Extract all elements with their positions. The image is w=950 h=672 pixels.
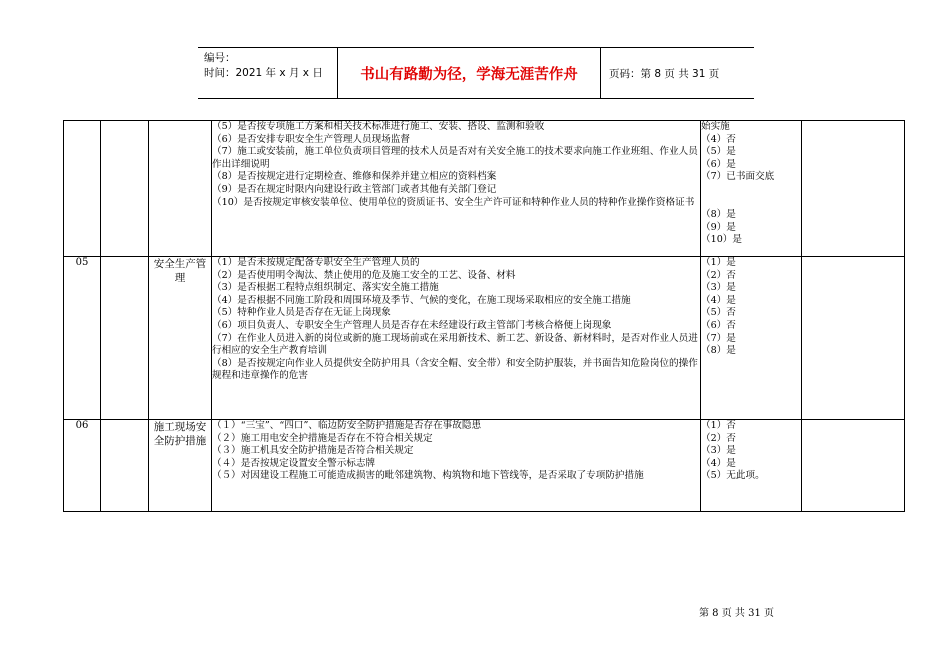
check-item: （３）施工机具安全防护措施是否符合相关规定 <box>212 445 414 457</box>
check-item: （４）是否按规定设置安全警示标志牌 <box>212 457 376 469</box>
remarks-cell <box>802 121 905 257</box>
result-item: （5）否 <box>701 307 736 319</box>
check-item: （7）施工或安装前，施工单位负责项目管理的技术人员是否对有关安全施工的技术要求向施工作业班组、作业人员作出详细说明 <box>212 146 698 170</box>
check-item: （5）是否按专项施工方案和相关技术标准进行施工、安装、搭设、监测和验收 <box>212 121 545 132</box>
table-row <box>64 257 905 420</box>
result-item: （3）是 <box>701 445 736 457</box>
check-item: （4）是否根据不同施工阶段和周围环境及季节、气候的变化，在施工现场采取相应的安全施工措施 <box>212 294 631 306</box>
check-item: （1）是否未按规定配备专职安全生产管理人员的 <box>212 257 420 268</box>
result-item: （3）是 <box>701 282 736 294</box>
result-item: （1）否 <box>701 420 736 431</box>
remarks-cell <box>802 420 905 512</box>
check-item: （2）是否使用明令淘汰、禁止使用的危及施工安全的工艺、设备、材料 <box>212 269 516 281</box>
check-items <box>212 420 701 512</box>
check-items <box>212 257 701 420</box>
result-item: （8）是 <box>701 208 736 220</box>
motto: 书山有路勤为径，学海无涯苦作舟 <box>338 48 601 98</box>
number-label: 编号： <box>204 52 236 64</box>
row-number: 06 <box>64 420 101 512</box>
row-number: 05 <box>64 257 101 420</box>
row-number <box>64 121 101 257</box>
row-category: 施工现场安全防护措施 <box>149 420 212 512</box>
blank-cell <box>101 121 149 257</box>
check-item: （6）项目负责人、专职安全生产管理人员是否存在未经建设行政主管部门考核合格便上岗现象 <box>212 319 612 331</box>
result-item: （6）否 <box>701 319 736 331</box>
check-results <box>701 121 802 257</box>
result-item: （4）是 <box>701 457 736 469</box>
check-item: （8）是否按规定进行定期检查、维修和保养并建立相应的资料档案 <box>212 171 497 183</box>
check-item: （10）是否按规定审核安装单位、使用单位的资质证书、安全生产许可证和特种作业人员的特种作业操作资格证书 <box>212 196 695 208</box>
result-item: （9）是 <box>701 221 736 233</box>
page-label: 页码：第 8 页 共 31 页 <box>609 67 720 80</box>
page-footer: 第 8 页 共 31 页 <box>699 608 774 619</box>
check-item: （１）“三宝”、“四口”、临边防安全防护措施是否存在事故隐患 <box>212 420 482 431</box>
table-row <box>64 420 905 512</box>
check-item: （3）是否根据工程特点组织制定、落实安全施工措施 <box>212 282 439 294</box>
result-item: （5）是 <box>701 146 736 158</box>
check-item: （9）是否在规定时限内向建设行政主管部门或者其他有关部门登记 <box>212 183 497 195</box>
result-item: （10）是 <box>701 234 742 246</box>
check-results <box>701 420 802 512</box>
check-item: （6）是否安排专职安全生产管理人员现场监督 <box>212 133 410 145</box>
result-item: （6）是 <box>701 158 736 170</box>
check-item: （8）是否按规定向作业人员提供安全防护用具（含安全帽、安全带）和安全防护服装，并书面告知危险岗位的操作规程和违章操作的危害 <box>212 357 698 382</box>
result-item: （4）是 <box>701 294 736 306</box>
result-item: （5）无此项。 <box>701 470 765 482</box>
check-items <box>212 121 701 257</box>
check-item: （２）施工用电安全护措施是否存在不符合相关规定 <box>212 432 433 444</box>
header-info <box>198 48 338 98</box>
result-item: （2）否 <box>701 432 736 444</box>
result-item: （7）已书面交底 <box>701 171 775 183</box>
check-item: （7）在作业人员进入新的岗位或新的施工现场前或在采用新技术、新工艺、新设备、新材料时，是否对作业人员进行相应的安全生产教育培训 <box>212 332 698 357</box>
result-item: （7）是 <box>701 332 736 344</box>
result-item: 始实施 <box>701 121 730 132</box>
inspection-table <box>63 120 905 512</box>
result-item: （2）否 <box>701 269 736 281</box>
page-header <box>198 47 754 99</box>
row-category <box>149 121 212 257</box>
blank-cell <box>101 420 149 512</box>
check-item: （5）特种作业人员是否存在无证上岗现象 <box>212 307 391 319</box>
row-category: 安全生产管理 <box>149 257 212 420</box>
time-label: 时间：2021 年 x 月 x 日 <box>204 67 323 79</box>
check-results <box>701 257 802 420</box>
remarks-cell <box>802 257 905 420</box>
spacer <box>701 184 801 209</box>
blank-cell <box>101 257 149 420</box>
result-item: （1）是 <box>701 257 736 268</box>
result-item: （8）是 <box>701 345 736 357</box>
table-row <box>64 121 905 257</box>
check-item: （５）对因建设工程施工可能造成损害的毗邻建筑物、构筑物和地下管线等，是否采取了专项防护措施 <box>212 470 644 482</box>
result-item: （4）否 <box>701 133 736 145</box>
